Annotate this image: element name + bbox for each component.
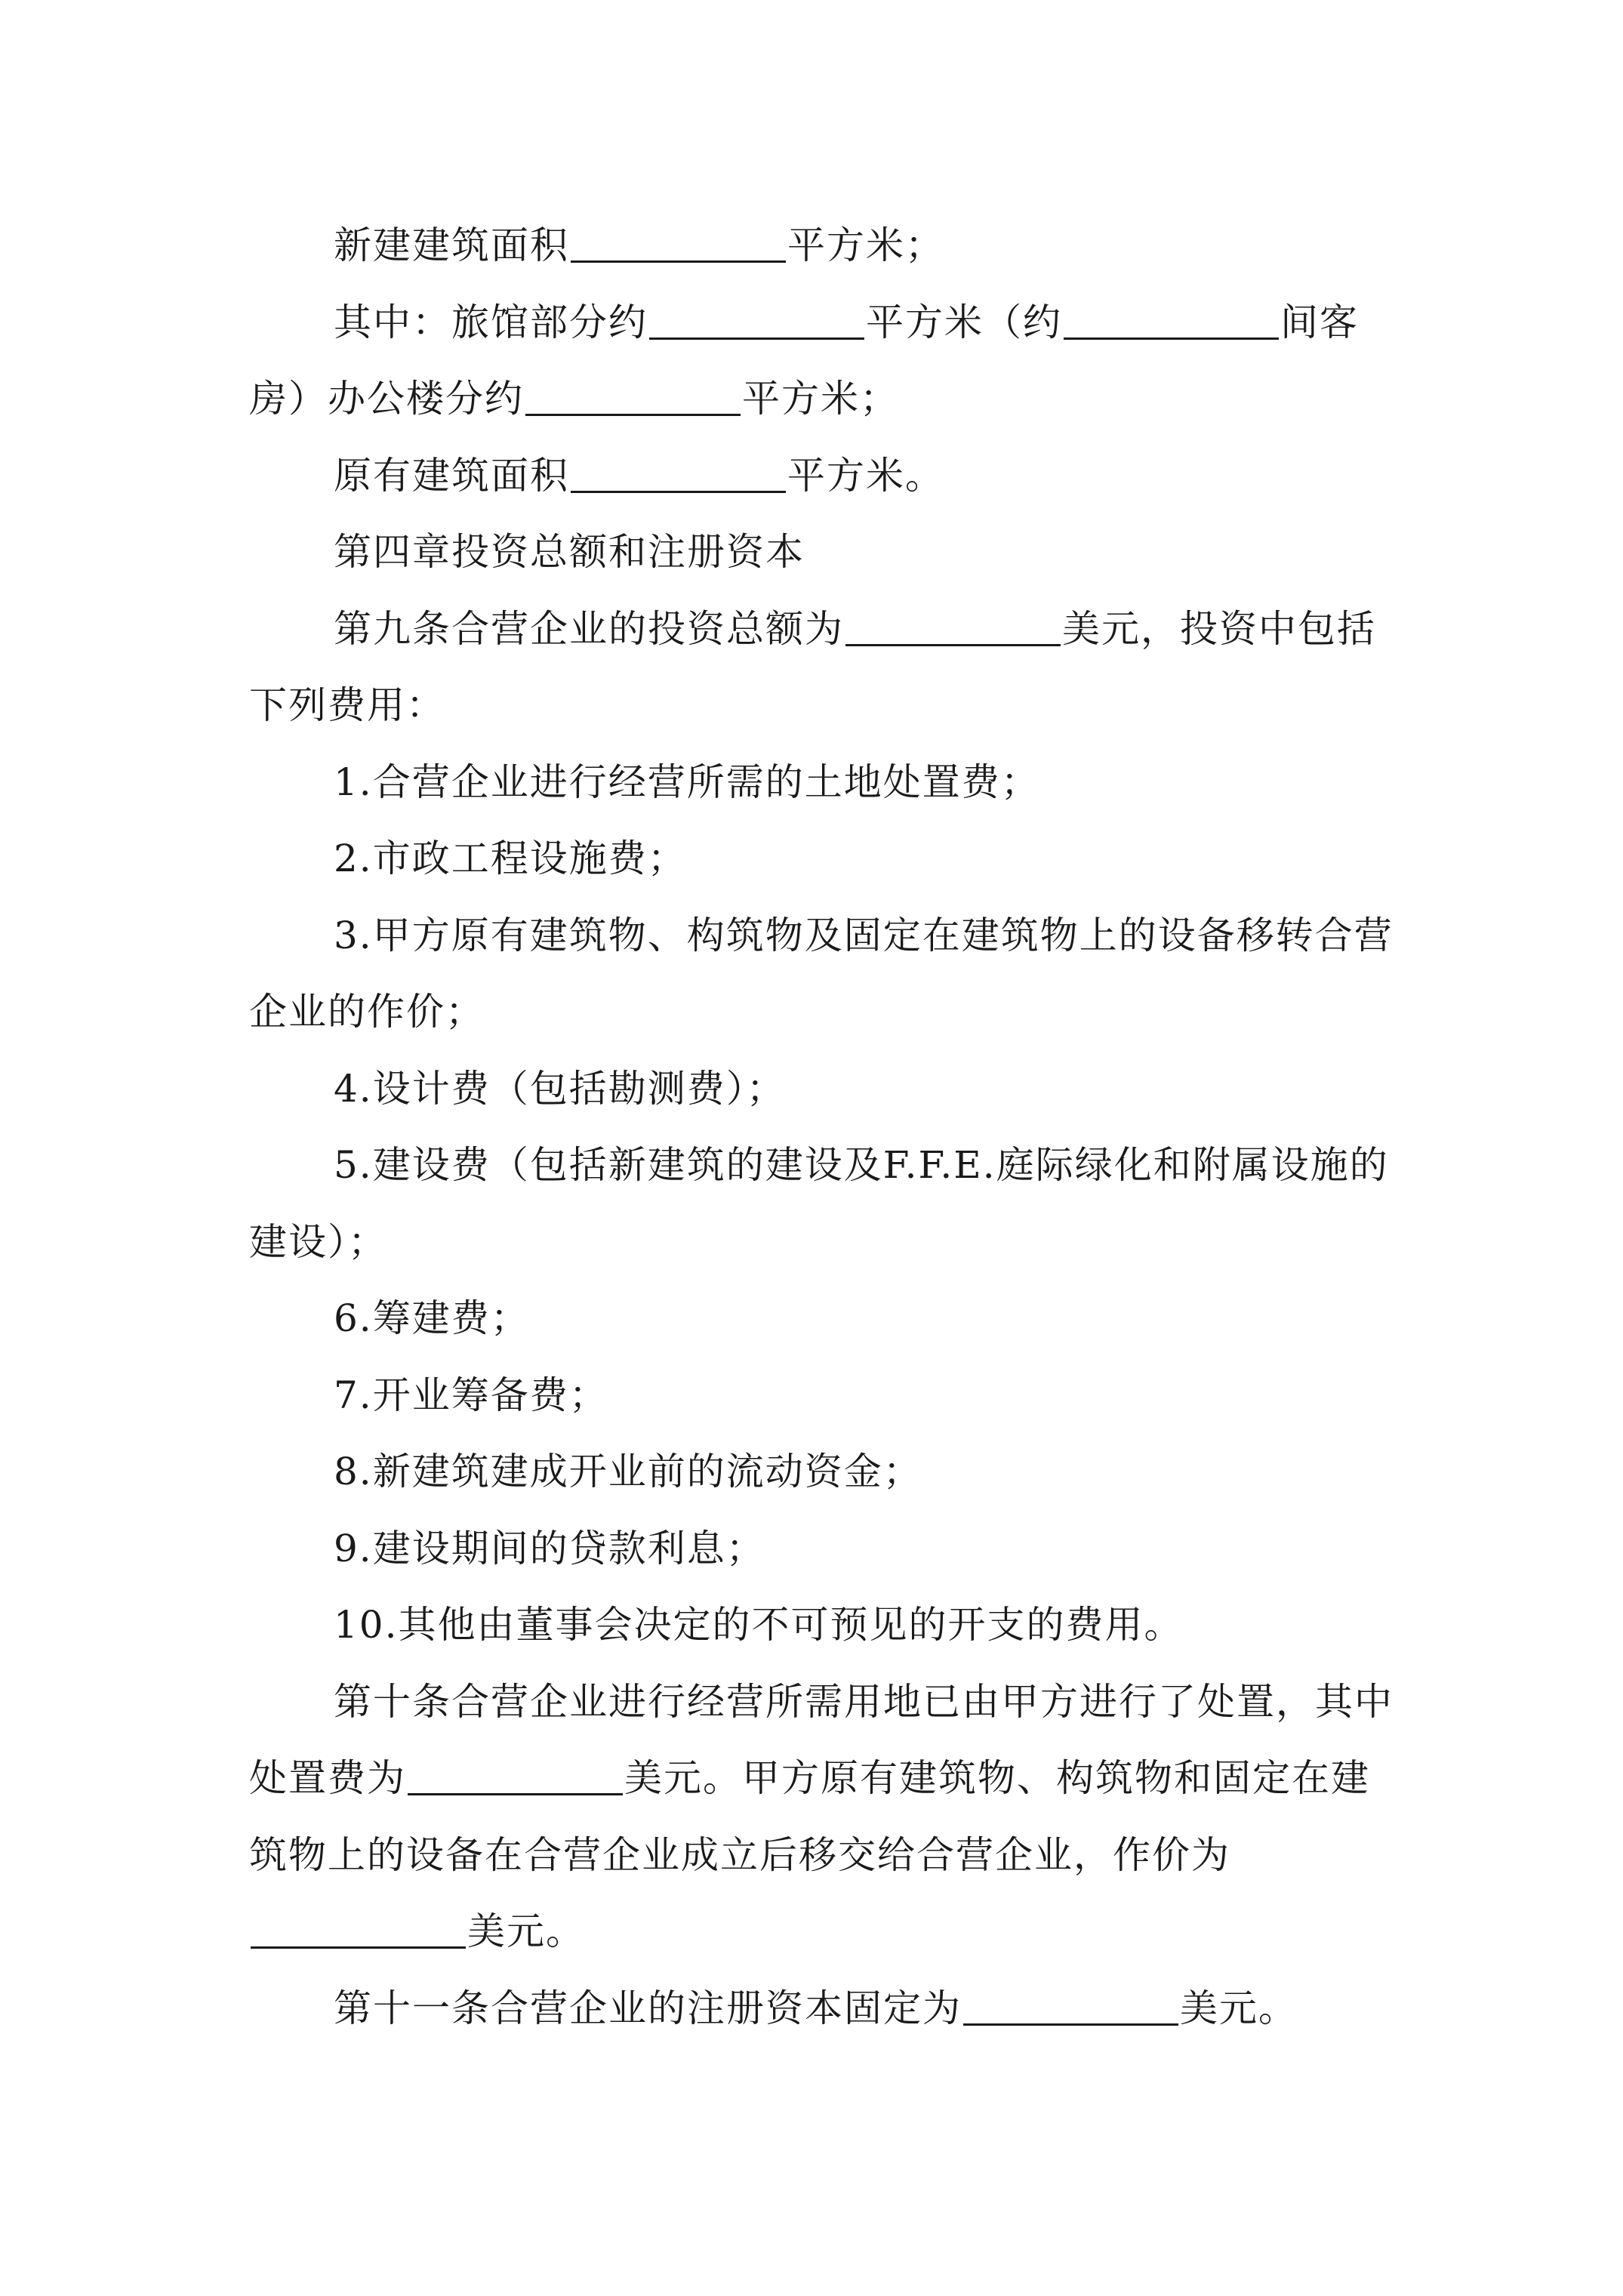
text-segment: 4.设计费（包括勘测费）； bbox=[334, 1066, 786, 1111]
article-10 bbox=[249, 1664, 1397, 1971]
text-segment: 8.新建筑建成开业前的流动资金； bbox=[334, 1450, 922, 1493]
text-segment: 1.合营企业进行经营所需的土地处置费； bbox=[334, 760, 1040, 804]
text-segment: 2.市政工程设施费； bbox=[334, 837, 687, 880]
text-segment: 平方米； bbox=[787, 223, 944, 267]
list-item bbox=[249, 898, 1397, 1051]
text-segment: 间客房）办公楼分约 bbox=[249, 300, 1359, 421]
fill-in-blank[interactable] bbox=[1064, 300, 1279, 340]
fill-in-blank[interactable] bbox=[571, 453, 786, 493]
text-segment: 9.建设期间的贷款利息； bbox=[334, 1526, 765, 1570]
text-segment: 美元。 bbox=[467, 1909, 585, 1953]
list-item bbox=[249, 1358, 1397, 1435]
list-item bbox=[249, 1051, 1397, 1128]
text-segment: 平方米（约 bbox=[866, 300, 1062, 344]
list-item bbox=[249, 1127, 1397, 1281]
fill-in-blank[interactable] bbox=[408, 1755, 623, 1795]
list-item bbox=[249, 744, 1397, 821]
text-segment: 美元。甲方原有建筑物、构筑物和固定在建筑物上的设备在合营企业成立后移交给合营企业，作价为 bbox=[249, 1756, 1370, 1877]
text-segment: 7.开业筹备费； bbox=[334, 1373, 608, 1417]
text-segment: 原有建筑面积 bbox=[334, 453, 569, 498]
text-segment: 平方米。 bbox=[787, 453, 944, 498]
text-segment: 第十一条合营企业的注册资本固定为 bbox=[334, 1986, 962, 2030]
text-segment: 第十条合营企业进行经营所需用地已由甲方进行了处置，其中处置费为 bbox=[249, 1679, 1394, 1800]
text-segment: 3.甲方原有建筑物、构筑物及固定在建筑物上的设备移转合营企业的作价； bbox=[249, 913, 1394, 1034]
fill-in-blank[interactable] bbox=[525, 376, 741, 416]
list-item bbox=[249, 1587, 1397, 1664]
article-11 bbox=[249, 1971, 1397, 2048]
text-segment: 其中：旅馆部分约 bbox=[334, 300, 648, 344]
text-segment: 美元，投资中包括下列费用： bbox=[249, 606, 1376, 727]
fill-in-blank[interactable] bbox=[649, 300, 864, 340]
text-segment: 美元。 bbox=[1180, 1986, 1298, 2030]
text-segment: 10.其他由董事会决定的不可预见的开支的费用。 bbox=[334, 1603, 1184, 1647]
paragraph-new-building-area bbox=[249, 208, 1397, 285]
list-item bbox=[249, 1434, 1397, 1511]
text-segment: 平方米； bbox=[742, 377, 899, 421]
text-segment: 第九条合营企业的投资总额为 bbox=[334, 606, 844, 651]
article-9 bbox=[249, 591, 1397, 744]
list-item bbox=[249, 821, 1397, 898]
fill-in-blank[interactable] bbox=[845, 606, 1061, 646]
fill-in-blank[interactable] bbox=[571, 223, 786, 263]
list-item bbox=[249, 1511, 1397, 1588]
fill-in-blank[interactable] bbox=[251, 1909, 466, 1949]
fill-in-blank[interactable] bbox=[963, 1986, 1178, 2026]
paragraph-hotel-office-area bbox=[249, 285, 1397, 438]
list-item bbox=[249, 1281, 1397, 1358]
text-segment: 新建建筑面积 bbox=[334, 223, 569, 267]
text-segment: 第四章投资总额和注册资本 bbox=[334, 530, 805, 574]
text-segment: 6.筹建费； bbox=[334, 1296, 530, 1340]
chapter-heading bbox=[249, 514, 1397, 591]
text-segment: 5.建设费（包括新建筑的建设及F.F.E.庭际绿化和附属设施的建设）； bbox=[249, 1143, 1389, 1264]
paragraph-existing-building-area bbox=[249, 438, 1397, 515]
document-body bbox=[249, 208, 1397, 2047]
